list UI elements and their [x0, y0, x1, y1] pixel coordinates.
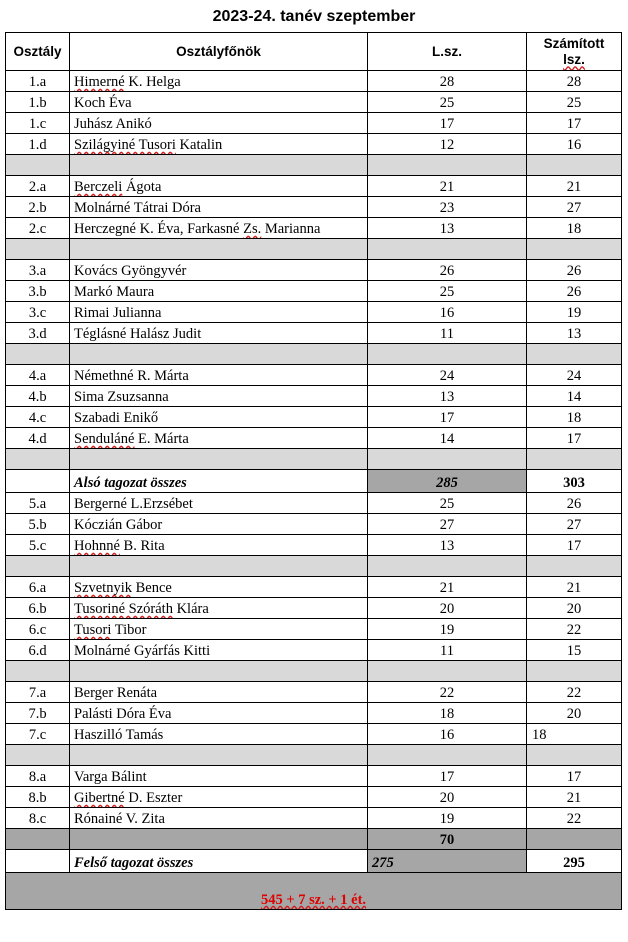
count-cell: 26 — [368, 260, 527, 281]
calc-cell: 27 — [527, 197, 622, 218]
teacher-name: Bence — [132, 580, 172, 596]
count-cell: 13 — [368, 535, 527, 556]
table-row — [6, 134, 622, 155]
count-cell: 17 — [368, 113, 527, 134]
table-row — [6, 365, 622, 386]
header-count: L.sz. — [368, 33, 527, 71]
teacher-name-flagged: Himerné — [74, 74, 125, 90]
blank-cell — [527, 449, 622, 470]
count-cell: 17 — [368, 766, 527, 787]
table-row — [6, 535, 622, 556]
class-cell: 2.c — [6, 218, 70, 239]
teacher-cell — [70, 302, 368, 323]
lower-total-count: 285 — [368, 470, 527, 493]
blank-cell — [368, 344, 527, 365]
count-cell: 23 — [368, 197, 527, 218]
blank-cell — [368, 239, 527, 260]
teacher-name: Sima Zsuzsanna — [74, 389, 169, 405]
blank-separator-row — [6, 155, 622, 176]
teacher-name: Tibor — [111, 622, 147, 638]
teacher-name: Kovács Gyöngyvér — [74, 263, 187, 279]
class-cell: 1.b — [6, 92, 70, 113]
count-cell: 16 — [368, 724, 527, 745]
blank-separator-row — [6, 661, 622, 682]
lower-total-label: Alsó tagozat összes — [70, 470, 368, 493]
blank-cell — [6, 239, 70, 260]
teacher-cell — [70, 766, 368, 787]
blank-cell — [527, 155, 622, 176]
class-cell: 6.b — [6, 598, 70, 619]
table-row — [6, 640, 622, 661]
header-class: Osztály — [6, 33, 70, 71]
blank-cell — [70, 661, 368, 682]
teacher-cell — [70, 682, 368, 703]
teacher-name: Juhász Anikó — [74, 116, 152, 132]
blank-cell — [527, 239, 622, 260]
calc-cell: 14 — [527, 386, 622, 407]
class-cell: 8.b — [6, 787, 70, 808]
class-cell: 3.d — [6, 323, 70, 344]
class-cell: 7.b — [6, 703, 70, 724]
class-cell: 6.d — [6, 640, 70, 661]
teacher-name: Molnárné Gyárfás Kitti — [74, 643, 211, 659]
table-row — [6, 71, 622, 92]
calc-cell: 27 — [527, 514, 622, 535]
teacher-name: B. Rita — [119, 538, 165, 554]
teacher-cell — [70, 640, 368, 661]
blank-cell — [70, 344, 368, 365]
table-row — [6, 724, 622, 745]
teacher-name-flagged: Zs. — [243, 221, 262, 237]
dark-cell — [6, 829, 70, 850]
class-cell: 4.a — [6, 365, 70, 386]
teacher-name: D. Eszter — [124, 790, 183, 806]
count-cell: 21 — [368, 176, 527, 197]
blank-separator-row — [6, 344, 622, 365]
table-row — [6, 92, 622, 113]
teacher-cell — [70, 428, 368, 449]
count-cell: 21 — [368, 577, 527, 598]
class-cell: 5.c — [6, 535, 70, 556]
teacher-name: Berger Renáta — [74, 685, 158, 701]
table-row — [6, 619, 622, 640]
count-cell: 19 — [368, 619, 527, 640]
teacher-name-flagged: Tusoriné Szóráth — [74, 601, 173, 617]
table-row — [6, 428, 622, 449]
calc-cell: 16 — [527, 134, 622, 155]
grand-total — [6, 873, 622, 910]
blank-separator-row — [6, 239, 622, 260]
count-cell: 25 — [368, 281, 527, 302]
class-cell: 2.a — [6, 176, 70, 197]
class-cell: 1.c — [6, 113, 70, 134]
blank-cell — [368, 745, 527, 766]
teacher-name-flagged: Tusori — [74, 622, 112, 638]
table-row — [6, 302, 622, 323]
count-cell: 28 — [368, 71, 527, 92]
empty-cell — [6, 470, 70, 493]
blank-cell — [527, 344, 622, 365]
class-cell: 4.c — [6, 407, 70, 428]
teacher-name: Rónainé V. Zita — [74, 811, 165, 827]
teacher-name: E. Márta — [134, 431, 189, 447]
calc-cell: 22 — [527, 619, 622, 640]
teacher-cell — [70, 323, 368, 344]
calc-cell: 18 — [527, 218, 622, 239]
teacher-name: Kóczián Gábor — [74, 517, 163, 533]
teacher-cell — [70, 703, 368, 724]
calc-cell: 13 — [527, 323, 622, 344]
table-row — [6, 682, 622, 703]
blank-cell — [70, 556, 368, 577]
teacher-cell — [70, 514, 368, 535]
class-cell: 1.a — [6, 71, 70, 92]
count-cell: 24 — [368, 365, 527, 386]
teacher-name-flagged: Berczeli — [74, 179, 123, 195]
table-row — [6, 386, 622, 407]
table-row — [6, 703, 622, 724]
table-row — [6, 176, 622, 197]
blank-cell — [368, 155, 527, 176]
count-cell: 20 — [368, 787, 527, 808]
calc-cell: 17 — [527, 535, 622, 556]
grand-total-text: 545 + 7 sz. + 1 ét. — [260, 892, 367, 908]
teacher-cell — [70, 619, 368, 640]
calc-cell: 26 — [527, 493, 622, 514]
class-cell: 3.b — [6, 281, 70, 302]
table-row — [6, 113, 622, 134]
teacher-cell — [70, 598, 368, 619]
teacher-cell — [70, 407, 368, 428]
table-body — [6, 71, 622, 910]
class-cell: 8.a — [6, 766, 70, 787]
calc-cell: 17 — [527, 113, 622, 134]
calc-cell: 20 — [527, 703, 622, 724]
teacher-name: Molnárné Tátrai Dóra — [74, 200, 201, 216]
count-cell: 13 — [368, 386, 527, 407]
count-cell: 11 — [368, 640, 527, 661]
teacher-cell — [70, 535, 368, 556]
lower-total-calc: 303 — [527, 470, 622, 493]
blank-cell — [6, 155, 70, 176]
calc-cell: 17 — [527, 766, 622, 787]
blank-cell — [6, 556, 70, 577]
teacher-name: Ágota — [122, 179, 162, 195]
blank-cell — [6, 449, 70, 470]
teacher-name-flagged: Gibertné — [74, 790, 125, 806]
calc-cell: 21 — [527, 787, 622, 808]
upper-total-calc: 295 — [527, 850, 622, 873]
calc-cell: 19 — [527, 302, 622, 323]
teacher-name-flagged: Senduláné — [74, 431, 135, 447]
teacher-cell — [70, 724, 368, 745]
class-cell: 1.d — [6, 134, 70, 155]
blank-cell — [70, 155, 368, 176]
count-cell: 14 — [368, 428, 527, 449]
blank-cell — [6, 344, 70, 365]
teacher-cell — [70, 71, 368, 92]
class-cell: 8.c — [6, 808, 70, 829]
empty-cell — [6, 850, 70, 873]
calc-cell: 18 — [527, 407, 622, 428]
blank-cell — [527, 661, 622, 682]
count-cell: 22 — [368, 682, 527, 703]
teacher-cell — [70, 113, 368, 134]
blank-separator-row — [6, 556, 622, 577]
table-row — [6, 514, 622, 535]
table-row — [6, 598, 622, 619]
teacher-cell — [70, 176, 368, 197]
calc-cell: 26 — [527, 281, 622, 302]
teacher-cell — [70, 92, 368, 113]
table-row — [6, 197, 622, 218]
count-cell: 16 — [368, 302, 527, 323]
calc-cell: 22 — [527, 808, 622, 829]
table-row — [6, 808, 622, 829]
class-cell: 7.a — [6, 682, 70, 703]
teacher-name: Rimai Julianna — [74, 305, 162, 321]
teacher-cell — [70, 365, 368, 386]
teacher-name: Téglásné Halász Judit — [74, 326, 202, 342]
header-calc-line1: Számított — [543, 35, 605, 51]
class-cell: 5.a — [6, 493, 70, 514]
teacher-cell — [70, 134, 368, 155]
blank-cell — [70, 745, 368, 766]
count-cell: 19 — [368, 808, 527, 829]
upper-total-count: 275 — [368, 850, 527, 873]
calc-cell: 25 — [527, 92, 622, 113]
teacher-name: Haszilló Tamás — [74, 727, 164, 743]
grand-total-row — [6, 873, 622, 910]
teacher-name: Klára — [172, 601, 209, 617]
dark-cell — [527, 829, 622, 850]
teacher-cell — [70, 197, 368, 218]
teacher-cell — [70, 218, 368, 239]
class-cell: 5.b — [6, 514, 70, 535]
teacher-cell — [70, 386, 368, 407]
upper-total-label: Felső tagozat összes — [70, 850, 368, 873]
teacher-name: Varga Bálint — [74, 769, 147, 785]
blank-separator-row — [6, 449, 622, 470]
count-cell: 25 — [368, 493, 527, 514]
teacher-cell — [70, 787, 368, 808]
lower-total-row — [6, 470, 622, 493]
class-cell: 6.a — [6, 577, 70, 598]
upper-total-row — [6, 850, 622, 873]
class-cell: 3.c — [6, 302, 70, 323]
count-cell: 27 — [368, 514, 527, 535]
teacher-cell — [70, 260, 368, 281]
calc-cell: 24 — [527, 365, 622, 386]
blank-cell — [6, 661, 70, 682]
page-title: 2023-24. tanév szeptember — [212, 8, 416, 25]
blank-cell — [368, 661, 527, 682]
calc-cell: 17 — [527, 428, 622, 449]
calc-cell: 21 — [527, 577, 622, 598]
calc-cell: 26 — [527, 260, 622, 281]
dark-cell — [70, 829, 368, 850]
header-teacher: Osztályfőnök — [70, 33, 368, 71]
class-cell: 4.b — [6, 386, 70, 407]
table-row — [6, 260, 622, 281]
class-cell: 3.a — [6, 260, 70, 281]
teacher-name: Markó Maura — [74, 284, 155, 300]
count-cell: 13 — [368, 218, 527, 239]
table-row — [6, 218, 622, 239]
calc-cell: 15 — [527, 640, 622, 661]
count-cell: 11 — [368, 323, 527, 344]
count-cell: 20 — [368, 598, 527, 619]
table-row — [6, 281, 622, 302]
teacher-cell — [70, 493, 368, 514]
blank-separator-row — [6, 745, 622, 766]
upper-subtotal-row — [6, 829, 622, 850]
teacher-cell — [70, 281, 368, 302]
count-cell: 25 — [368, 92, 527, 113]
teacher-name: Némethné R. Márta — [74, 368, 189, 384]
header-calc-line2: lsz. — [563, 51, 585, 67]
class-cell: 7.c — [6, 724, 70, 745]
table-row — [6, 493, 622, 514]
teacher-name: Marianna — [261, 221, 321, 237]
count-cell: 12 — [368, 134, 527, 155]
calc-cell: 20 — [527, 598, 622, 619]
teacher-name: K. Helga — [124, 74, 181, 90]
calc-cell: 22 — [527, 682, 622, 703]
teacher-name: Bergerné L.Erzsébet — [74, 496, 193, 512]
teacher-name-flagged: Szvetnyik — [74, 580, 132, 596]
header-calc — [527, 33, 622, 71]
calc-cell: 18 — [527, 724, 622, 745]
count-cell: 17 — [368, 407, 527, 428]
calc-cell: 28 — [527, 71, 622, 92]
table-row — [6, 577, 622, 598]
blank-cell — [70, 239, 368, 260]
table-row — [6, 407, 622, 428]
table-header-row — [6, 33, 622, 71]
class-cell: 4.d — [6, 428, 70, 449]
teacher-name-flagged: Szilágyiné Tusori — [74, 137, 176, 153]
class-cell: 6.c — [6, 619, 70, 640]
teacher-name-flagged: Hohnné — [74, 538, 120, 554]
teacher-name: Szabadi Enikő — [74, 410, 159, 426]
teacher-cell — [70, 808, 368, 829]
class-cell: 2.b — [6, 197, 70, 218]
class-table — [5, 32, 622, 910]
table-row — [6, 766, 622, 787]
blank-cell — [368, 449, 527, 470]
teacher-cell — [70, 577, 368, 598]
teacher-name: Palásti Dóra Éva — [74, 706, 172, 722]
blank-cell — [527, 745, 622, 766]
blank-cell — [6, 745, 70, 766]
calc-cell: 21 — [527, 176, 622, 197]
count-cell: 18 — [368, 703, 527, 724]
table-row — [6, 323, 622, 344]
teacher-name: Herczegné K. Éva, Farkasné — [74, 221, 244, 237]
teacher-name: Koch Éva — [74, 95, 132, 111]
blank-cell — [527, 556, 622, 577]
upper-subtotal-count: 70 — [368, 829, 527, 850]
table-row — [6, 787, 622, 808]
blank-cell — [70, 449, 368, 470]
blank-cell — [368, 556, 527, 577]
teacher-name: Katalin — [175, 137, 223, 153]
